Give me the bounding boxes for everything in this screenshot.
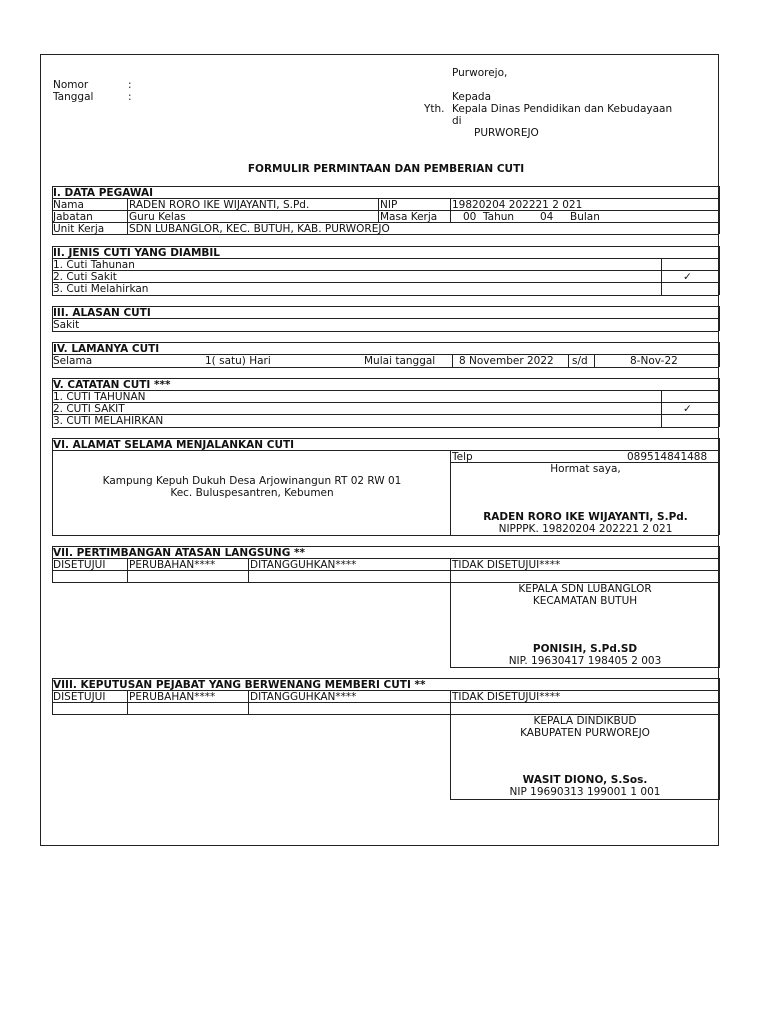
jenis-cuti-melahirkan: 3. Cuti Melahirkan bbox=[53, 283, 149, 295]
supervisor-name: PONISIH, S.Pd.SD bbox=[532, 643, 638, 655]
start-date: 8 November 2022 bbox=[459, 355, 554, 367]
unit-kerja-label: Unit Kerja bbox=[53, 223, 105, 235]
col-tidak-disetujui: TIDAK DISETUJUI**** bbox=[452, 559, 561, 571]
official-title-1: KEPALA DINDIKBUD bbox=[533, 715, 637, 727]
check-icon: ✓ bbox=[683, 403, 692, 415]
col-tidak-disetujui: TIDAK DISETUJUI**** bbox=[452, 691, 561, 703]
telp-value: 089514841488 bbox=[627, 451, 708, 463]
supervisor-nip: NIP. 19630417 198405 2 003 bbox=[508, 655, 662, 667]
section-7-heading: VII. PERTIMBANGAN ATASAN LANGSUNG ** bbox=[53, 547, 305, 559]
end-date: 8-Nov-22 bbox=[630, 355, 678, 367]
col-disetujui: DISETUJUI bbox=[53, 559, 106, 571]
sd-label: s/d bbox=[572, 355, 588, 367]
employee-signature-name: RADEN RORO IKE WIJAYANTI, S.Pd. bbox=[483, 511, 688, 523]
bulan-label: Bulan bbox=[570, 211, 600, 223]
section-8-heading: VIII. KEPUTUSAN PEJABAT YANG BERWENANG MEMBERI CUTI ** bbox=[53, 679, 426, 691]
leave-form-page bbox=[40, 54, 719, 846]
masa-kerja-bulan: 04 bbox=[540, 211, 554, 223]
nama-value: RADEN RORO IKE WIJAYANTI, S.Pd. bbox=[129, 199, 310, 211]
official-nip: NIP 19690313 199001 1 001 bbox=[509, 786, 661, 798]
check-icon: ✓ bbox=[683, 271, 692, 283]
jenis-cuti-sakit: 2. Cuti Sakit bbox=[53, 271, 117, 283]
duration-value: 1( satu) Hari bbox=[205, 355, 271, 367]
official-title-2: KABUPATEN PURWOREJO bbox=[520, 727, 650, 739]
section-1-heading: I. DATA PEGAWAI bbox=[53, 187, 153, 199]
city-text: PURWOREJO bbox=[474, 127, 539, 139]
nip-value: 19820204 202221 2 021 bbox=[452, 199, 583, 211]
section-5-heading: V. CATATAN CUTI *** bbox=[53, 379, 171, 391]
col-perubahan: PERUBAHAN**** bbox=[129, 559, 216, 571]
jenis-cuti-tahunan: 1. Cuti Tahunan bbox=[53, 259, 135, 271]
nip-label: NIP bbox=[380, 199, 398, 211]
masa-kerja-tahun: 00 bbox=[463, 211, 477, 223]
addressee-text: Kepala Dinas Pendidikan dan Kebudayaan bbox=[452, 103, 673, 115]
col-ditangguhkan: DITANGGUHKAN**** bbox=[250, 691, 357, 703]
col-ditangguhkan: DITANGGUHKAN**** bbox=[250, 559, 357, 571]
official-name: WASIT DIONO, S.Sos. bbox=[522, 774, 648, 786]
nama-label: Nama bbox=[53, 199, 84, 211]
di-text: di bbox=[452, 115, 462, 127]
kepada-text: Kepada bbox=[452, 91, 492, 103]
nomor-colon: : bbox=[128, 79, 132, 91]
tahun-label: Tahun bbox=[483, 211, 515, 223]
telp-label: Telp bbox=[452, 451, 473, 463]
nomor-label: Nomor bbox=[53, 79, 89, 91]
section-4-heading: IV. LAMANYA CUTI bbox=[53, 343, 160, 355]
form-title: FORMULIR PERMINTAAN DAN PEMBERIAN CUTI bbox=[247, 163, 525, 175]
section-2-heading: II. JENIS CUTI YANG DIAMBIL bbox=[53, 247, 220, 259]
hormat-text: Hormat saya, bbox=[550, 463, 621, 475]
jabatan-value: Guru Kelas bbox=[129, 211, 186, 223]
tanggal-colon: : bbox=[128, 91, 132, 103]
catatan-cuti-melahirkan: 3. CUTI MELAHIRKAN bbox=[53, 415, 164, 427]
section-6-heading: VI. ALAMAT SELAMA MENJALANKAN CUTI bbox=[53, 439, 295, 451]
address-line-1: Kampung Kepuh Dukuh Desa Arjowinangun RT 02 RW 01 bbox=[102, 475, 402, 487]
supervisor-title-1: KEPALA SDN LUBANGLOR bbox=[518, 583, 652, 595]
catatan-cuti-tahunan: 1. CUTI TAHUNAN bbox=[53, 391, 146, 403]
alasan-value: Sakit bbox=[53, 319, 80, 331]
supervisor-title-2: KECAMATAN BUTUH bbox=[532, 595, 638, 607]
masa-kerja-label: Masa Kerja bbox=[380, 211, 438, 223]
employee-signature-nip: NIPPPK. 19820204 202221 2 021 bbox=[498, 523, 673, 535]
yth-text: Yth. bbox=[424, 103, 445, 115]
address-line-2: Kec. Buluspesantren, Kebumen bbox=[170, 487, 334, 499]
unit-kerja-value: SDN LUBANGLOR, KEC. BUTUH, KAB. PURWOREJO bbox=[129, 223, 390, 235]
section-3-heading: III. ALASAN CUTI bbox=[53, 307, 151, 319]
place-text: Purworejo, bbox=[452, 67, 508, 79]
selama-label: Selama bbox=[53, 355, 93, 367]
jabatan-label: Jabatan bbox=[53, 211, 93, 223]
col-perubahan: PERUBAHAN**** bbox=[129, 691, 216, 703]
tanggal-label: Tanggal bbox=[53, 91, 94, 103]
catatan-cuti-sakit: 2. CUTI SAKIT bbox=[53, 403, 125, 415]
col-disetujui: DISETUJUI bbox=[53, 691, 106, 703]
mulai-label: Mulai tanggal bbox=[364, 355, 436, 367]
